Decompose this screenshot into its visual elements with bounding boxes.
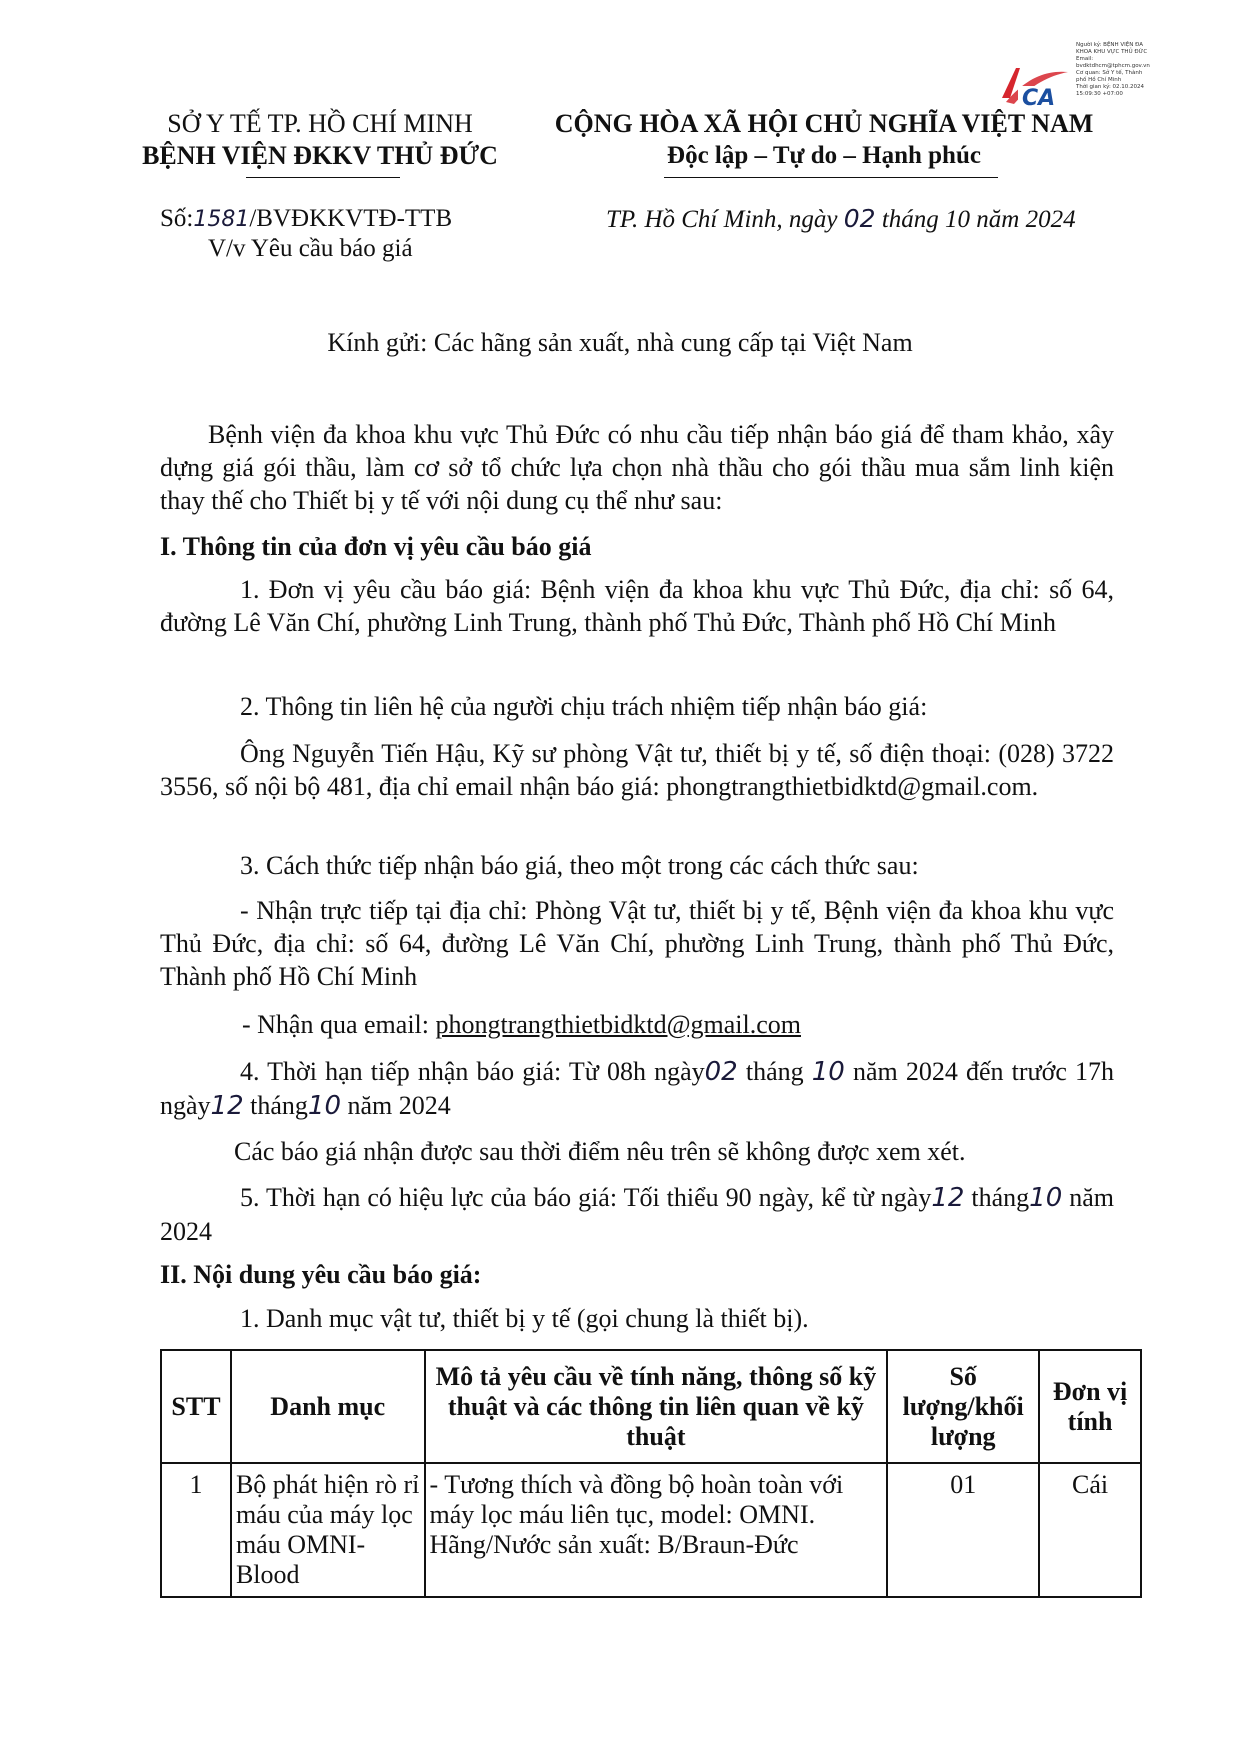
item-5 xyxy=(160,1181,1114,1248)
list-intro: 1. Danh mục vật tư, thiết bị y tế (gọi chung là thiết bị). xyxy=(240,1304,809,1333)
stamp-line: KHOA KHU VỰC THỦ ĐỨC xyxy=(1076,49,1148,55)
date-day-handwritten: 02 xyxy=(843,204,876,233)
item-3-email-line xyxy=(242,1008,1122,1041)
item-5-month: 10 xyxy=(1029,1183,1063,1213)
stamp-line: bvdktdhcm@tphcm.gov.vn xyxy=(1076,63,1150,69)
doc-no-prefix: Số: xyxy=(160,205,194,232)
stamp-text xyxy=(1076,42,1150,98)
issuer-block xyxy=(120,108,520,172)
stamp-line: Email: xyxy=(1076,56,1094,62)
cell-quantity: 01 xyxy=(887,1463,1039,1597)
item-4 xyxy=(160,1055,1114,1123)
item-4-day-start: 02 xyxy=(704,1057,738,1087)
items-table xyxy=(160,1349,1142,1598)
item-5-text: 5. Thời hạn có hiệu lực của báo giá: Tối thiểu 90 ngày, kể từ ngày xyxy=(240,1183,932,1212)
issuer-underline xyxy=(246,177,400,178)
ca-logo-icon xyxy=(996,58,1072,114)
item-4-text: năm 2024 đến trước 17h ngày xyxy=(160,1057,1115,1120)
document-subject: V/v Yêu cầu báo giá xyxy=(208,235,413,262)
document-number xyxy=(160,204,452,235)
item-3-email-prefix: - Nhận qua email: xyxy=(242,1010,429,1039)
stamp-line: Cơ quan: Sở Y tế, Thành xyxy=(1076,70,1143,76)
item-2-detail: Ông Nguyễn Tiến Hậu, Kỹ sư phòng Vật tư, thiết bị y tế, số điện thoại: (028) 3722 3556, số nội bộ 481, địa chỉ email nhận báo giá: phongtrangthietbidktd@gmail.com. xyxy=(160,739,1114,801)
item-4-text: năm 2024 xyxy=(347,1091,451,1120)
national-motto: Độc lập – Tự do – Hạnh phúc xyxy=(667,142,981,169)
item-3-direct: - Nhận trực tiếp tại địa chỉ: Phòng Vật tư, thiết bị y tế, Bệnh viện đa khoa khu vực Thủ Đức, địa chỉ: số 64, đường Lê Văn Chí, phường Linh Trung, thành phố Thủ Đức, Thành phố Hồ Chí Minh xyxy=(160,896,1114,991)
item-2: 2. Thông tin liên hệ của người chịu trách nhiệm tiếp nhận báo giá: xyxy=(240,692,928,721)
item-4-month-end: 10 xyxy=(307,1091,341,1121)
item-4-text: tháng xyxy=(250,1091,308,1120)
item-5-day: 12 xyxy=(931,1183,965,1213)
cell-stt: 1 xyxy=(161,1463,231,1597)
recipient-line: Kính gửi: Các hãng sản xuất, nhà cung cấp tại Việt Nam xyxy=(327,328,913,357)
intro-paragraph: Bệnh viện đa khoa khu vực Thủ Đức có nhu cầu tiếp nhận báo giá để tham khảo, xây dựng giá gói thầu, làm cơ sở tổ chức lựa chọn nhà thầu cho gói thầu mua sắm linh kiện thay thế cho Thiết bị y tế với nội dung cụ thể như sau: xyxy=(160,420,1114,515)
motto-underline xyxy=(664,177,998,178)
ministry-name: SỞ Y TẾ TP. HỒ CHÍ MINH xyxy=(167,109,473,138)
item-4-text: 4. Thời hạn tiếp nhận báo giá: Từ 08h ngày xyxy=(240,1057,705,1086)
item-3-email-link[interactable]: phongtrangthietbidktd@gmail.com xyxy=(435,1010,801,1039)
stamp-line: Thời gian ký: 02.10.2024 xyxy=(1076,84,1145,90)
col-header-name: Danh mục xyxy=(231,1350,425,1463)
table-row xyxy=(161,1463,1141,1597)
stamp-line: Người ký: BỆNH VIỆN ĐA xyxy=(1076,42,1144,48)
date-line xyxy=(606,204,1076,235)
national-title-block xyxy=(534,108,1114,172)
item-1: 1. Đơn vị yêu cầu báo giá: Bệnh viện đa khoa khu vực Thủ Đức, địa chỉ: số 64, đường Lê Văn Chí, phường Linh Trung, thành phố Thủ Đức, Thành phố Hồ Chí Minh xyxy=(160,575,1114,637)
date-suffix: tháng 10 năm 2024 xyxy=(881,206,1076,233)
cell-unit: Cái xyxy=(1039,1463,1141,1597)
item-4-day-end: 12 xyxy=(210,1091,244,1121)
nation-title: CỘNG HÒA XÃ HỘI CHỦ NGHĨA VIỆT NAM xyxy=(554,109,1094,138)
stamp-line: phố Hồ Chí Minh xyxy=(1076,77,1122,83)
item-4-month-start: 10 xyxy=(811,1057,845,1087)
stamp-logo-text: CA xyxy=(1022,86,1056,111)
col-header-stt: STT xyxy=(161,1350,231,1463)
section-2-title: II. Nội dung yêu cầu báo giá: xyxy=(160,1260,482,1289)
table-header-row xyxy=(161,1350,1141,1463)
item-5-text: tháng xyxy=(971,1183,1030,1212)
col-header-quantity: Số lượng/khối lượng xyxy=(887,1350,1039,1463)
doc-no-suffix: /BVĐKKVTĐ-TTB xyxy=(249,205,453,232)
item-3: 3. Cách thức tiếp nhận báo giá, theo một trong các cách thức sau: xyxy=(240,851,919,880)
item-4-text: tháng xyxy=(745,1057,804,1086)
col-header-description: Mô tả yêu cầu về tính năng, thông số kỹ thuật và các thông tin liên quan về kỹ thuật xyxy=(425,1350,888,1463)
date-prefix: TP. Hồ Chí Minh, ngày xyxy=(606,206,838,233)
late-quote-note: Các báo giá nhận được sau thời điểm nêu trên sẽ không được xem xét. xyxy=(234,1137,966,1166)
col-header-unit: Đơn vị tính xyxy=(1039,1350,1141,1463)
stamp-line: 15:09:30 +07:00 xyxy=(1076,91,1123,97)
item-5-text: năm 2024 xyxy=(160,1183,1115,1246)
doc-no-handwritten: 1581 xyxy=(193,207,250,232)
section-1-title: I. Thông tin của đơn vị yêu cầu báo giá xyxy=(160,532,592,561)
cell-name: Bộ phát hiện rò rỉ máu của máy lọc máu OMNI-Blood xyxy=(231,1463,425,1597)
cell-description: - Tương thích và đồng bộ hoàn toàn với máy lọc máu liên tục, model: OMNI. Hãng/Nước sản xuất: B/Braun-Đức xyxy=(425,1463,888,1597)
hospital-name: BỆNH VIỆN ĐKKV THỦ ĐỨC xyxy=(142,141,498,170)
